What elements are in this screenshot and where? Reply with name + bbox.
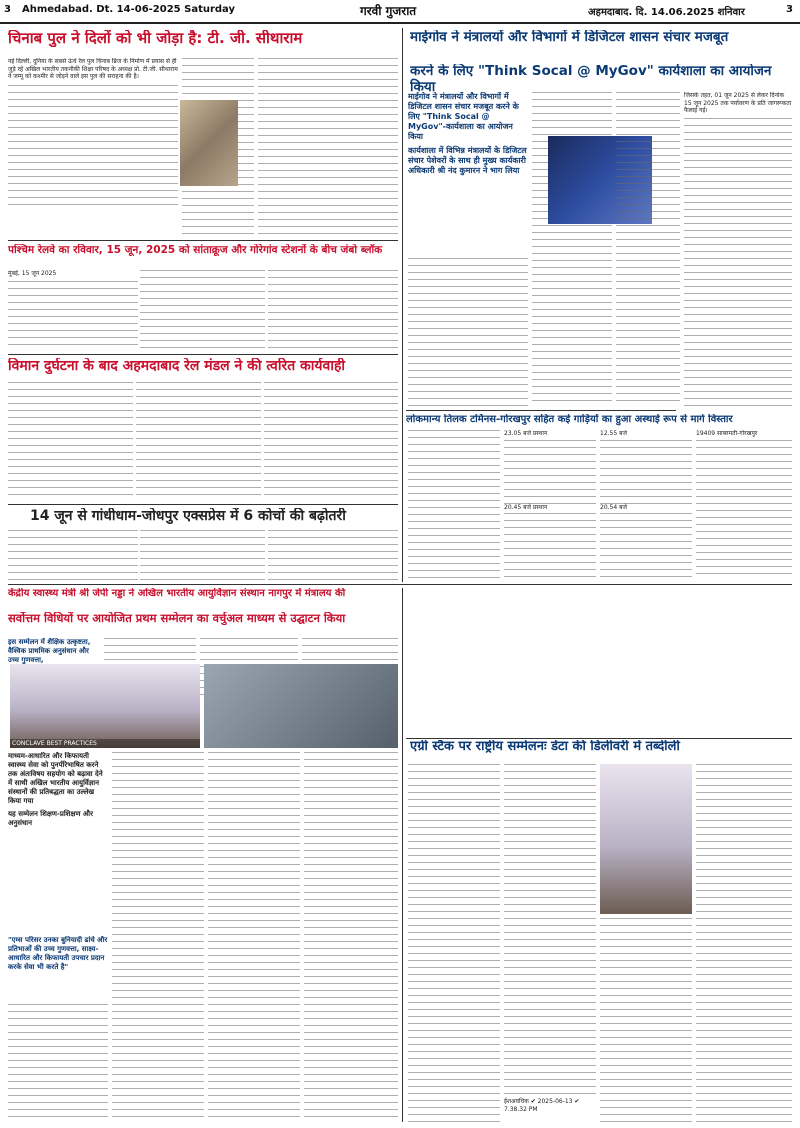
jumbo-block-headline: पश्चिम रेलवे का रविवार, 15 जून, 2025 को सांताक्रूज और गोरेगांव स्टेशनों के बीच जंबो ब्लॉक xyxy=(8,244,383,256)
lokmanya-col1 xyxy=(408,430,500,580)
mygov-col3 xyxy=(616,92,680,406)
jumbo-block-body xyxy=(8,270,138,350)
nagpur-side-lead: इस सम्मेलन में शैक्षिक उत्कृष्टता, वैश्विक प्राथमिक अनुसंधान और उच्च गुणवत्ता, xyxy=(8,638,91,664)
dateline-hindi: अहमदाबाद. दि. 14.06.2025 शनिवार xyxy=(588,7,745,18)
mygov-col1 xyxy=(408,258,528,406)
plane-crash-col2 xyxy=(136,382,261,500)
nagpur-quote: "एम्स परिसर उनका बुनियादी ढांचे और प्रतिभाओं की उच्च गुणवत्ता, साक्ष्य-आधारित और किफायती उपचार प्रदान करके सेवा भी करते है" xyxy=(8,936,108,971)
gandhidham-headline: 14 जून से गांधीधाम-जोधपुर एक्सप्रेस में 6 कोचों की बढ़ोतरी xyxy=(30,508,346,524)
page-header xyxy=(0,0,800,24)
agristack-dateline: ईशअवधिक ✔ 2025-06-13 ✔ 7.38.32 PM xyxy=(504,1098,580,1113)
nagpur-col2-lower xyxy=(112,752,204,1122)
plane-crash-col1 xyxy=(8,382,133,500)
agristack-photo xyxy=(600,764,692,914)
mygov-headline-1: माईगोव ने मंत्रालयों और विभागों में डिजिटल शासन संचार मजबूत xyxy=(410,30,729,45)
agristack-col3-lower xyxy=(600,918,692,1122)
jumbo-block-col3 xyxy=(268,270,398,350)
jumbo-block-col2 xyxy=(140,270,265,350)
lokmanya-col2 xyxy=(504,430,596,580)
lokmanya-headline: लोकमान्य तिलक टर्मिनस-गोरखपुर सहित कई गाड़ियों का हुआ अस्थाई रूप से मार्ग विस्तार xyxy=(406,414,733,425)
mygov-col4 xyxy=(684,92,792,406)
chenab-lead: नई दिल्ली, दुनिया के सबसे ऊंचे रेल पुल चिनाब ब्रिज के निर्माण में प्रयास से ही जुड़े रहे अखिल भारतीय तकनीकी शिक्षा परिषद के अध्यक्ष प्रो. टी.जी. सीथाराम ने जम्मू को कश्मीर से जोड़ने वाले इस पुल की सराहना की है। xyxy=(8,58,178,81)
agristack-col1 xyxy=(408,764,500,1122)
nagpur-pullquote xyxy=(8,752,108,932)
mygov-subhead-2: कार्यशाला में विभिन्न मंत्रालयों के डिजिटल संचार पेशेवरों के साथ ही मुख्य कार्यकारी अधिकारी श्री नंद कुमारन ने भाग लिया xyxy=(408,146,527,175)
conclave-photo-2 xyxy=(204,664,398,748)
mygov-subhead-1: माईगोव ने मंत्रालयों और विभागों में डिजिटल शासन संचार मजबूत करने के लिए "Think Socal @ MyGov"-कार्यशाला का आयोजन किया xyxy=(408,92,519,141)
lokmanya-col3 xyxy=(600,430,692,580)
lokmanya-train-2: 20.45 बजे प्रस्थान xyxy=(504,503,548,511)
gandhidham-col3 xyxy=(268,530,398,580)
mygov-col4-lead: जिसके तहत, 01 जून 2025 से लेकर दिनांक 15 जून 2025 तक पर्यावरण के प्रति जागरूकता फैलाई गई। xyxy=(684,92,792,115)
mygov-headline-2: करने के लिए "Think Socal @ MyGov" कार्यशाला का आयोजन किया xyxy=(410,64,772,95)
lokmanya-col4 xyxy=(696,430,792,580)
conclave-photo-1 xyxy=(10,664,200,748)
chenab-body-text xyxy=(8,85,178,205)
masthead: गरवी गुजरात xyxy=(360,4,417,18)
mygov-subhead xyxy=(408,92,528,252)
sitharam-photo xyxy=(180,100,238,186)
lokmanya-train-1: 23.05 बजे प्रस्थान xyxy=(504,430,548,437)
agristack-headline: एग्री स्टैक पर राष्ट्रीय सम्मेलनः डेटा की डिलीवरी में तब्दीली xyxy=(410,740,680,754)
nagpur-pullquote-sub: यह सम्मेलन शिक्षण-प्रशिक्षण और अनुसंधान xyxy=(8,810,93,827)
chenab-col3 xyxy=(258,58,398,238)
agristack-col2-lower xyxy=(504,918,596,1122)
nagpur-col3-lower xyxy=(208,752,300,1122)
plane-crash-headline: विमान दुर्घटना के बाद अहमदाबाद रेल मंडल ने की त्वरित कार्यवाही xyxy=(8,358,346,374)
conclave-caption: CONCLAVE BEST PRACTICES xyxy=(10,739,200,748)
nagpur-col1-lower xyxy=(8,1004,108,1122)
jumbo-block-lead: मुंबई, 15 जून 2025 xyxy=(8,270,57,277)
nagpur-headline-2: सर्वोत्तम विधियों पर आयोजित प्रथम सम्मेलन का वर्चुअल माध्यम से उद्घाटन किया xyxy=(8,612,346,625)
lokmanya-train-4: 20.54 बजे xyxy=(600,503,627,511)
chenab-headline: चिनाब पुल ने दिलों को भी जोड़ा है: टी. जी. सीथाराम xyxy=(8,30,303,47)
plane-crash-col3 xyxy=(264,382,398,500)
lokmanya-train-3: 12.55 बजे xyxy=(600,430,627,437)
nagpur-headline-1: केंद्रीय स्वास्थ्य मंत्री श्री जेपी नड्डा ने अखिल भारतीय आयुर्विज्ञान संस्थान नागपुर में मंत्रालय की xyxy=(8,588,346,599)
dateline-english: Ahmedabad. Dt. 14-06-2025 Saturday xyxy=(22,4,236,15)
page-number-left: 3 xyxy=(4,4,11,15)
nagpur-pullquote-head: माध्यम-आधारित और किफायती स्वास्थ्य सेवा को पुनर्परिभाषित करने तक अंतःविषय सहयोग को बढ़ावा देने में साथी अखिल भारतीय आयुर्विज्ञान संस्थानों की प्रतिबद्धता का उल्लेख किया गया xyxy=(8,752,103,805)
chenab-body xyxy=(8,58,178,238)
gandhidham-col2 xyxy=(140,530,265,580)
agristack-col4 xyxy=(696,764,792,1122)
lokmanya-train-5: 19409 साबरमती-गोरखपुर xyxy=(696,430,758,437)
gandhidham-col1 xyxy=(8,530,138,580)
page-number-right: 3 xyxy=(786,4,793,15)
agristack-col2 xyxy=(504,764,596,914)
nagpur-col4-lower xyxy=(304,752,398,1122)
